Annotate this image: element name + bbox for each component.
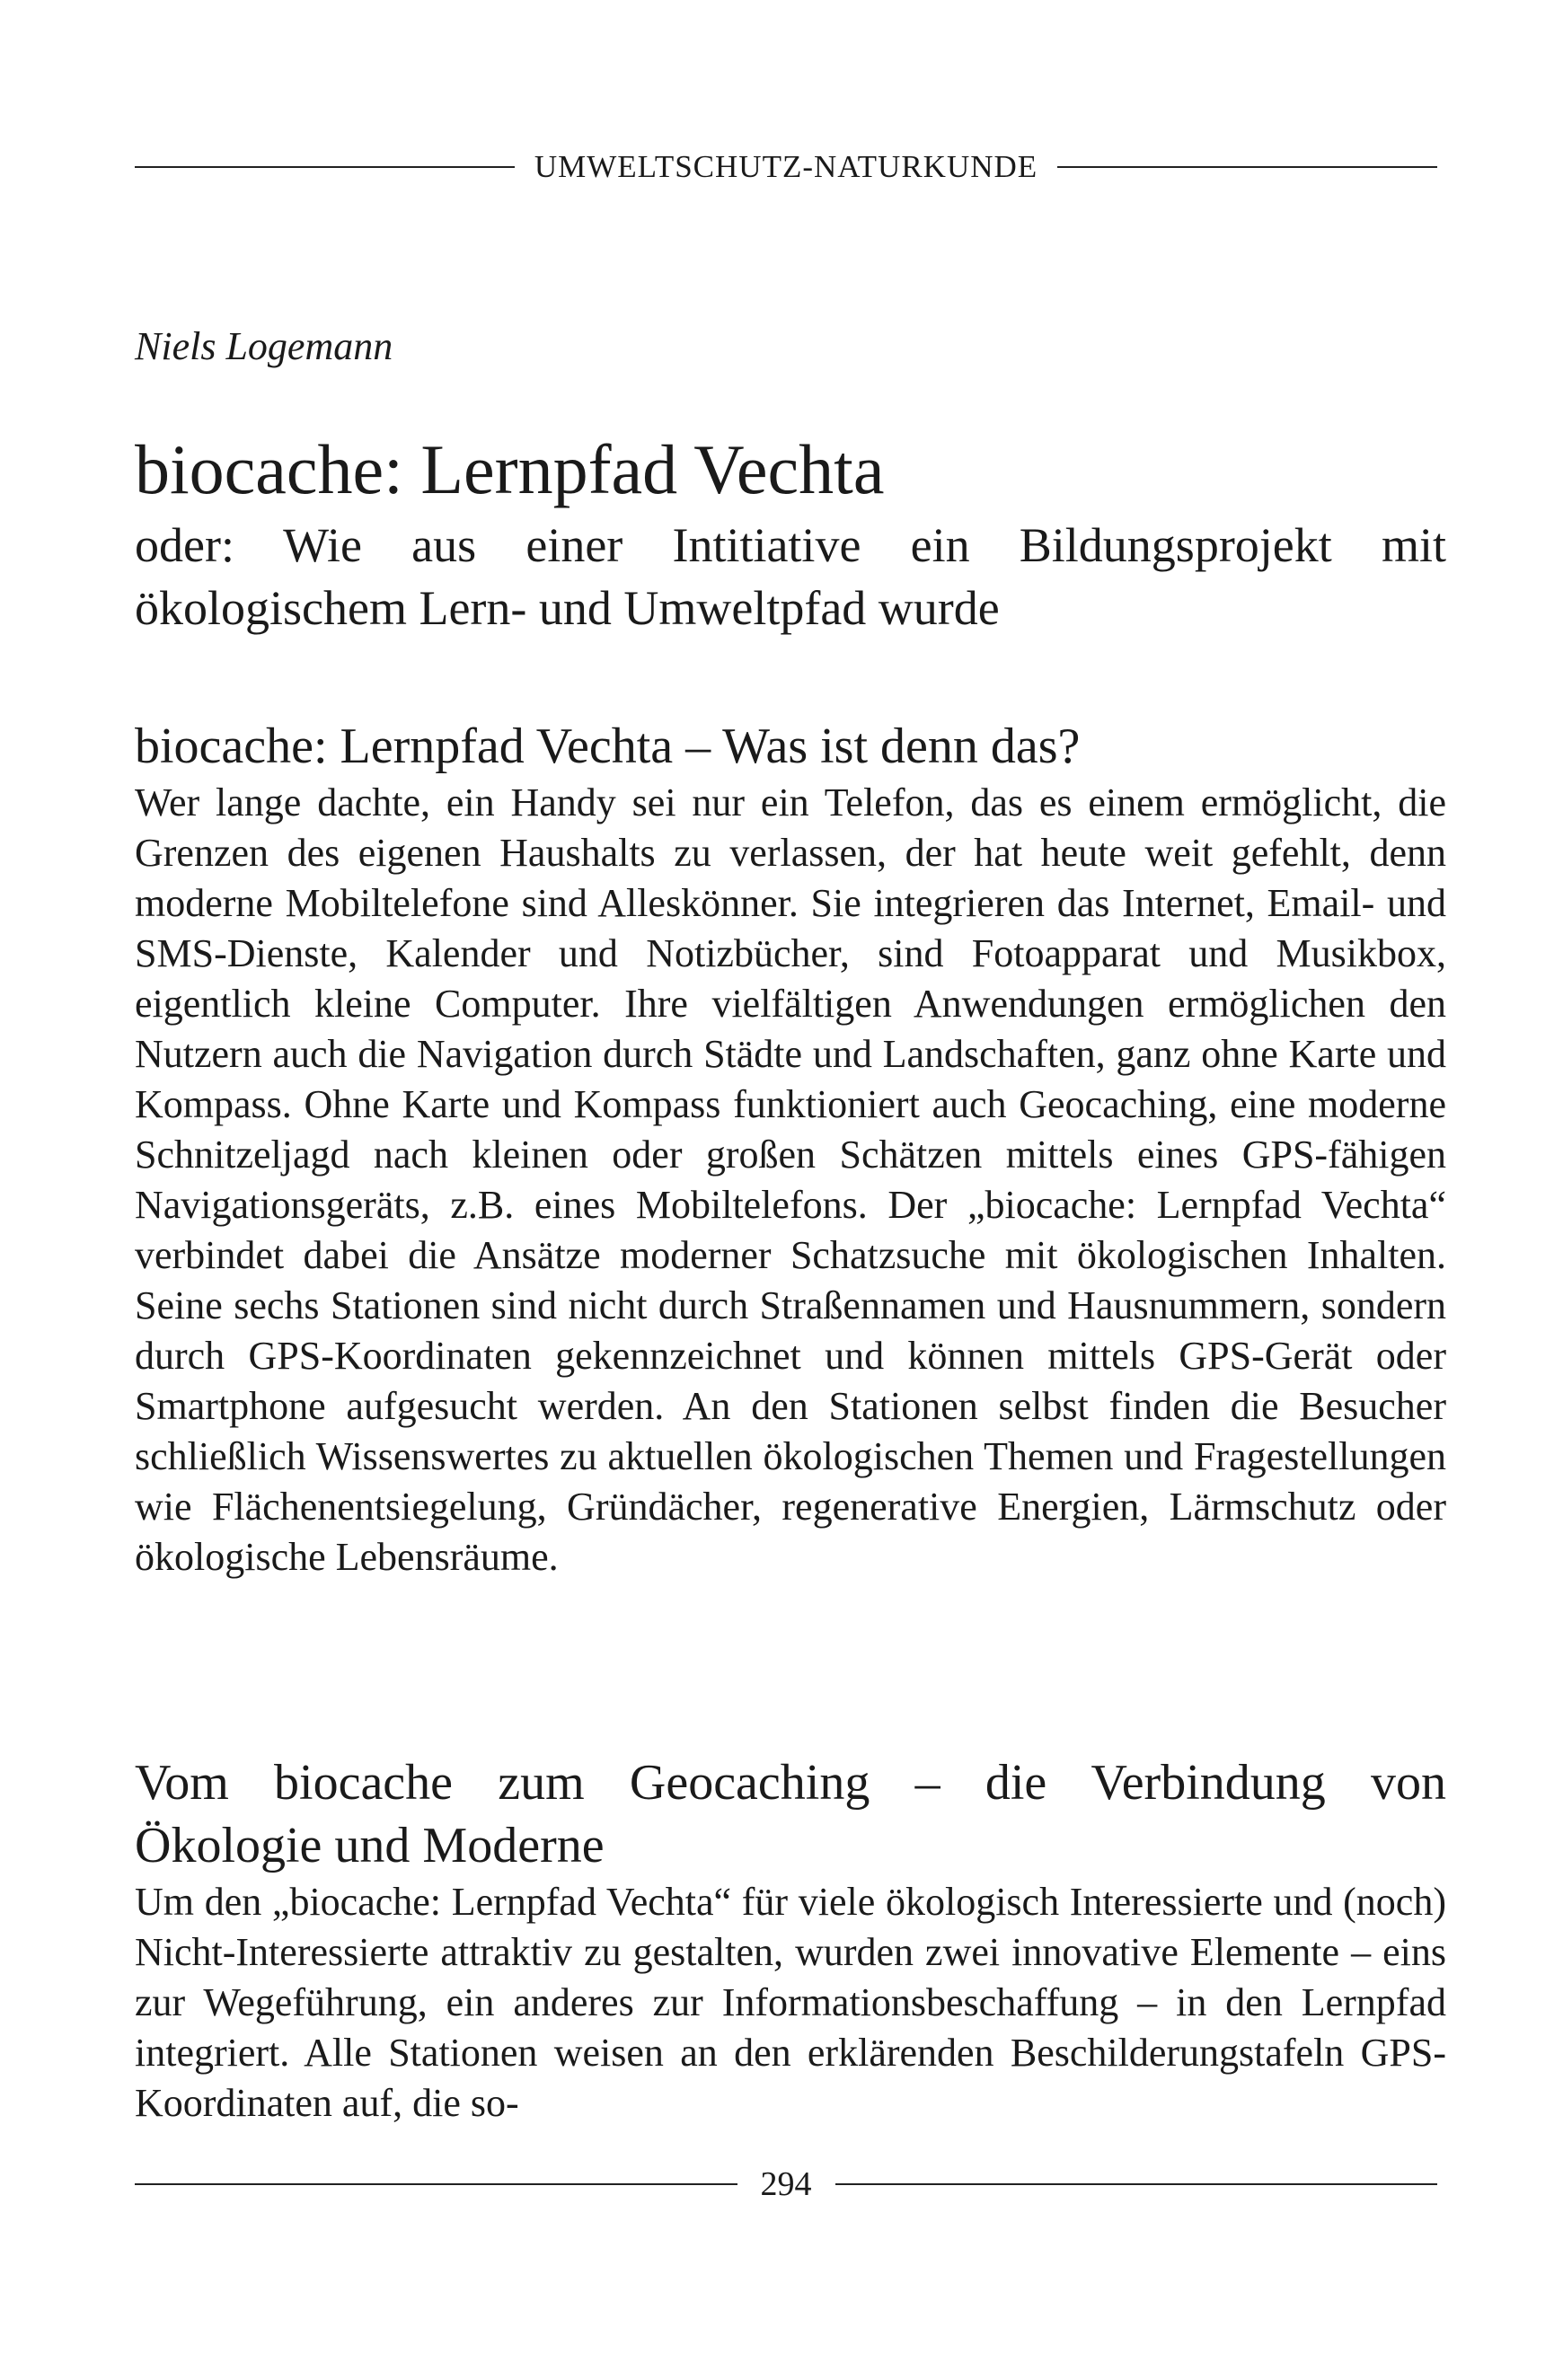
author-name: Niels Logemann (135, 324, 393, 368)
subtitle-line-2: ökologischem Lern- und Umweltpfad wurde (135, 581, 1000, 635)
section-heading-2-line-1: Vom biocache zum Geocaching – die Verbindung von (135, 1755, 1446, 1811)
running-title: UMWELTSCHUTZ-NATURKUNDE (534, 149, 1038, 184)
section-body-2: Um den „biocache: Lernpfad Vechta“ für viele ökologisch Interessierte und (noch) Nicht-Interessierte attraktiv zu gestalten, wurden zwei innovative Elemente – eins zur Wegeführung, ein anderes zur Informationsbeschaffung – in den Lernpfad integriert. Alle Stationen weisen an den erklärenden Beschilderungstafeln GPS-Koordinaten auf, die so- (135, 1880, 1446, 2125)
section-body-1: Wer lange dachte, ein Handy sei nur ein Telefon, das es einem ermöglicht, die Grenzen des eigenen Haushalts zu verlassen, der hat heute weit gefehlt, denn moderne Mobiltelefone sind Alleskönner. Sie integrieren das Internet, Email- und SMS-Dienste, Kalender und Notizbücher, sind Fotoapparat und Musikbox, eigentlich kleine Computer. Ihre vielfältigen Anwendungen ermöglichen den Nutzern auch die Navigation durch Städte und Landschaften, ganz ohne Karte und Kompass. Ohne Karte und Kompass funktioniert auch Geocaching, eine moderne Schnitzeljagd nach kleinen oder großen Schätzen mittels eines GPS-fähigen Navigationsgeräts, z.B. eines Mobiltelefons. Der „biocache: Lernpfad Vechta“ verbindet dabei die Ansätze moderner Schatzsuche mit ökologischen Inhalten. Seine sechs Stationen sind nicht durch Straßennamen und Hausnummern, sondern durch GPS-Koordinaten gekennzeichnet und können mittels GPS-Gerät oder Smartphone aufgesucht werden. An den Stationen selbst finden die Besucher schließlich Wissenswertes zu aktuellen ökologischen Themen und Fragestellungen wie Flächenentsiegelung, Gründächer, regenerative Energien, Lärmschutz oder ökologische Lebensräume. (135, 780, 1446, 1579)
footer-rule-right (835, 2183, 1438, 2185)
section-heading-2 (135, 1751, 1446, 1877)
section-heading-1: biocache: Lernpfad Vechta – Was ist denn das? (135, 718, 1081, 774)
section-heading-2-line-2: Ökologie und Moderne (135, 1818, 605, 1873)
header-rule-left (135, 166, 515, 168)
article-subtitle (135, 514, 1446, 639)
header-rule-right (1057, 166, 1437, 168)
footer-rule-left (135, 2183, 737, 2185)
running-footer (135, 2163, 1437, 2206)
subtitle-line-1: oder: Wie aus einer Intitiative ein Bildungsprojekt mit (135, 518, 1446, 572)
page-number: 294 (760, 2165, 812, 2203)
article-title: biocache: Lernpfad Vechta (135, 430, 885, 508)
running-header (135, 145, 1437, 189)
